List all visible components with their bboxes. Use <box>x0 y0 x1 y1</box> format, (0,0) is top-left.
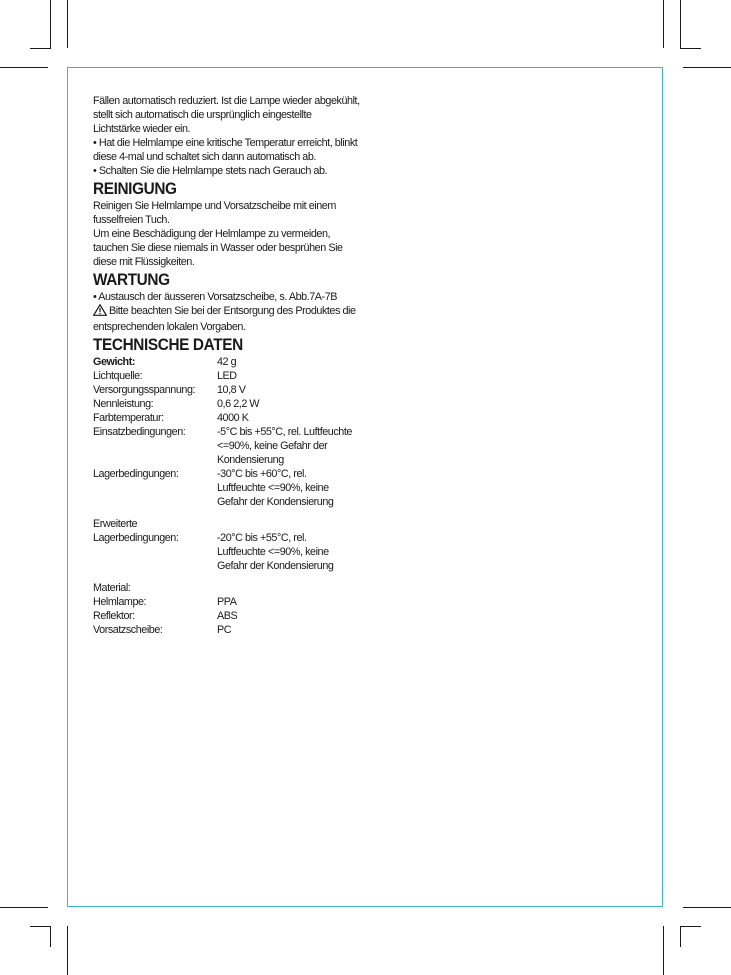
section-heading-wartung: WARTUNG <box>93 271 170 289</box>
crop-mark <box>30 926 51 927</box>
crop-mark <box>0 907 48 908</box>
spec-label: Lagerbedingungen: <box>93 468 179 480</box>
spec-value-line: 10,8 V <box>217 384 246 396</box>
spec-label: Material: <box>93 582 131 594</box>
spec-row <box>93 531 368 573</box>
spec-value-line: 42 g <box>217 356 237 368</box>
spec-value <box>217 411 368 425</box>
text-line: diese mit Flüssigkeiten. <box>93 256 195 268</box>
spec-value-line: -30°C bis +60°C, rel. <box>217 468 307 480</box>
crop-mark <box>683 67 731 68</box>
text-line: Fällen automatisch reduziert. Ist die Lampe wieder abgekühlt, <box>93 95 360 107</box>
text-line: • Schalten Sie die Helmlampe stets nach Gerauch ab. <box>93 165 328 177</box>
crop-mark <box>30 48 51 49</box>
spec-value-line: Luftfeuchte <=90%, keine <box>217 546 329 558</box>
spec-value <box>217 623 368 637</box>
spec-label: Lichtquelle: <box>93 370 143 382</box>
spec-value <box>217 467 368 509</box>
spec-label: Helmlampe: <box>93 596 147 608</box>
text-line: Reinigen Sie Helmlampe und Vorsatzscheibe mit einem <box>93 200 336 212</box>
spec-value-line <box>217 581 368 595</box>
spec-label: Lagerbedingungen: <box>93 532 179 544</box>
spec-row <box>93 609 368 623</box>
spec-value-line: <=90%, keine Gefahr der <box>217 440 328 452</box>
section-heading-technische-daten: TECHNISCHE DATEN <box>93 336 243 354</box>
crop-mark <box>67 0 68 48</box>
crop-mark <box>0 67 48 68</box>
spec-value-line: -20°C bis +55°C, rel. <box>217 532 307 544</box>
spec-value-line: PC <box>217 624 232 636</box>
spec-value <box>217 383 368 397</box>
text-line: tauchen Sie diese niemals in Wasser oder besprühen Sie <box>93 242 343 254</box>
crop-mark <box>680 926 681 947</box>
crop-mark <box>50 0 51 48</box>
text-line: diese 4-mal und schaltet sich dann automatisch ab. <box>93 151 316 163</box>
spec-label: Einsatzbedingungen: <box>93 426 186 438</box>
crop-mark <box>67 926 68 975</box>
text-line: Um eine Beschädigung der Helmlampe zu vermeiden, <box>93 228 331 240</box>
crop-mark <box>663 926 664 975</box>
crop-mark <box>680 0 681 48</box>
spec-row <box>93 369 368 383</box>
crop-mark <box>680 48 701 49</box>
spec-value-line: Luftfeuchte <=90%, keine <box>217 482 329 494</box>
text-line: • Austausch der äusseren Vorsatzscheibe, s. Abb.7A-7B <box>93 291 338 303</box>
spec-label: Reflektor: <box>93 610 135 622</box>
spec-value-line: LED <box>217 370 237 382</box>
crop-mark <box>663 0 664 48</box>
reinigung-text <box>93 199 368 269</box>
spec-value-line: Gefahr der Kondensierung <box>217 496 334 508</box>
text-line: fusselfreien Tuch. <box>93 214 170 226</box>
spec-row <box>93 411 368 425</box>
spec-value <box>217 517 368 531</box>
text-line: Bitte beachten Sie bei der Entsorgung des Produktes die <box>109 305 356 317</box>
spec-label: Farbtemperatur: <box>93 412 164 424</box>
page-content <box>93 94 368 637</box>
spec-value-line: Gefahr der Kondensierung <box>217 560 334 572</box>
spec-value-line: 4000 K <box>217 412 249 424</box>
spec-label: Erweiterte <box>93 518 138 530</box>
crop-mark <box>50 926 51 947</box>
wartung-text <box>93 290 368 334</box>
spec-row <box>93 467 368 509</box>
section-heading-reinigung: REINIGUNG <box>93 180 177 198</box>
text-line: stellt sich automatisch die ursprünglich eingestellte <box>93 109 312 121</box>
spec-value-line: ABS <box>217 610 238 622</box>
spec-label: Nennleistung: <box>93 398 154 410</box>
spec-row <box>93 581 368 595</box>
spec-value-line: 0,6 2,2 W <box>217 398 260 410</box>
spec-value <box>217 531 368 573</box>
spec-row <box>93 595 368 609</box>
spec-label: Vorsatzscheibe: <box>93 624 163 636</box>
spec-value <box>217 397 368 411</box>
warning-line <box>93 304 368 320</box>
spec-value-line: Kondensierung <box>217 454 284 466</box>
intro-text <box>93 94 368 178</box>
warning-triangle-icon <box>93 304 107 320</box>
crop-mark <box>683 907 731 908</box>
spec-value-line <box>217 517 368 531</box>
spec-value-line: -5°C bis +55°C, rel. Luftfeuchte <box>217 426 352 438</box>
spec-value <box>217 425 368 467</box>
spec-row <box>93 397 368 411</box>
spec-value <box>217 609 368 623</box>
spec-value <box>217 355 368 369</box>
spec-label: Gewicht: <box>93 356 135 368</box>
spec-value <box>217 595 368 609</box>
spec-row <box>93 425 368 467</box>
spec-row <box>93 623 368 637</box>
spec-value <box>217 369 368 383</box>
spacer <box>93 509 368 517</box>
text-line: • Hat die Helmlampe eine kritische Temperatur erreicht, blinkt <box>93 137 358 149</box>
spec-row <box>93 517 368 531</box>
spacer <box>93 573 368 581</box>
spec-row <box>93 383 368 397</box>
spec-label: Versorgungsspannung: <box>93 384 196 396</box>
text-line: Lichtstärke wieder ein. <box>93 123 191 135</box>
spec-value-line: PPA <box>217 596 237 608</box>
text-line: entsprechenden lokalen Vorgaben. <box>93 321 246 333</box>
spec-row <box>93 355 368 369</box>
spec-value <box>217 581 368 595</box>
crop-mark <box>680 926 701 927</box>
spec-table <box>93 355 368 637</box>
